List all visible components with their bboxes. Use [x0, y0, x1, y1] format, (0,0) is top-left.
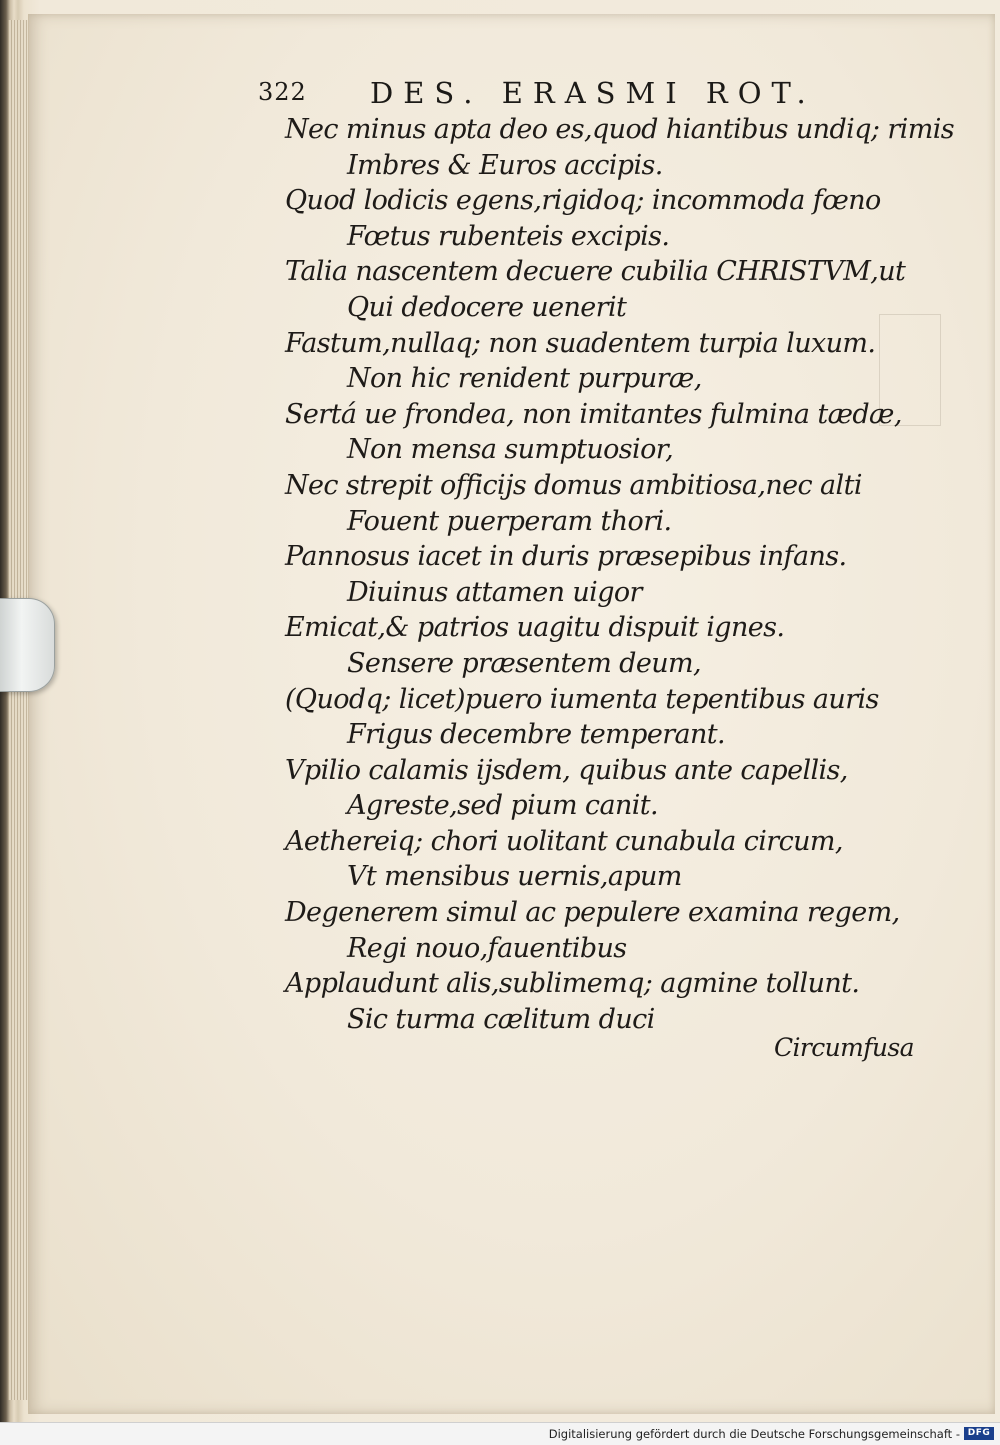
verse-line: Talia nascentem decuere cubilia CHRISTVM,ut — [285, 256, 906, 288]
verse-line: (Quodq; licet)puero iumenta tepentibus auris — [285, 683, 879, 715]
verse-line: Imbres & Euros accipis. — [347, 149, 663, 181]
verse-line: Vt mensibus uernis,apum — [347, 861, 682, 893]
verse-line: Pannosus iacet in duris præsepibus infans. — [285, 541, 847, 573]
verse-line: Fouent puerperam thori. — [347, 505, 672, 537]
page-number: 322 — [258, 78, 307, 106]
verse-line: Applaudunt alis,sublimemq; agmine tollunt. — [285, 968, 860, 1000]
verse-line: Agreste,sed pium canit. — [347, 790, 659, 822]
verse-line: Quod lodicis egens,rigidoq; incommoda fœno — [285, 185, 881, 217]
verse-line: Sic turma cælitum duci — [347, 1003, 655, 1035]
dfg-logo-icon: DFG — [964, 1427, 994, 1440]
verse-line: Frigus decembre temperant. — [347, 719, 726, 751]
verse-line: Regi nouo,fauentibus — [347, 932, 627, 964]
bookmark-tab — [0, 598, 55, 692]
page-edges — [8, 20, 28, 1400]
verse-line: Diuinus attamen uigor — [347, 576, 642, 608]
verse-line: Aethereiq; chori uolitant cunabula circum, — [285, 825, 843, 857]
verse-line: Vpilio calamis ijsdem, quibus ante capellis, — [285, 754, 848, 786]
verse-line: Fastum,nullaq; non suadentem turpia luxum. — [285, 327, 876, 359]
page-header — [258, 74, 858, 114]
verse-line: Sensere præsentem deum, — [347, 647, 702, 679]
verse-line: Qui dedocere uenerit — [347, 291, 627, 323]
verse-block — [285, 112, 965, 1037]
verse-line: Non hic renident purpuræ, — [347, 363, 702, 395]
footer-credit: Digitalisierung gefördert durch die Deutsche Forschungsgemeinschaft - — [548, 1427, 960, 1441]
verse-line: Sertá ue frondea, non imitantes fulmina tædæ, — [285, 398, 902, 430]
catchword: Circumfusa — [774, 1033, 914, 1062]
digitization-footer — [0, 1422, 1000, 1445]
verse-line: Nec strepit officijs domus ambitiosa,nec alti — [285, 469, 862, 501]
running-head: DES. ERASMI ROT. — [370, 76, 816, 110]
verse-line: Emicat,& patrios uagitu dispuit ignes. — [285, 612, 785, 644]
verse-line: Fœtus rubenteis excipis. — [347, 220, 670, 252]
verse-line: Degenerem simul ac pepulere examina regem, — [285, 897, 900, 929]
verse-line: Nec minus apta deo es,quod hiantibus undiq; rimis — [285, 114, 954, 145]
verse-line: Non mensa sumptuosior, — [347, 434, 674, 466]
